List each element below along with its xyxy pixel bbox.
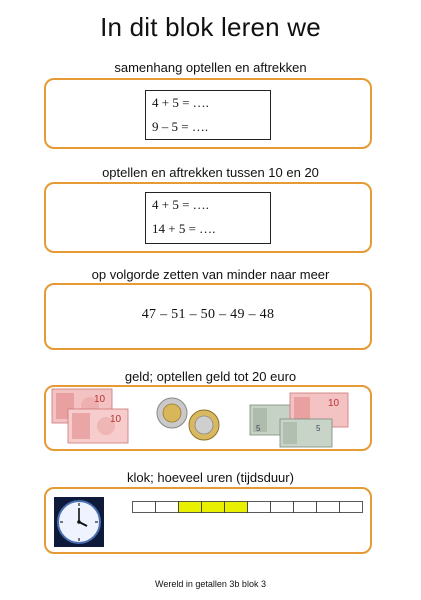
clock-icon	[54, 497, 104, 547]
banknotes-10-euro-icon	[52, 389, 132, 449]
page-footer: Wereld in getallen 3b blok 3	[155, 579, 266, 589]
section-box	[44, 78, 372, 149]
timeline-cell	[133, 502, 156, 513]
timeline-cell	[225, 502, 248, 513]
euro-coins-icon	[154, 397, 224, 443]
section-box	[44, 385, 372, 451]
section-caption: samenhang optellen en aftrekken	[114, 60, 307, 75]
timeline-cell	[248, 502, 271, 513]
timeline-cell	[156, 502, 179, 513]
timeline-cell	[340, 502, 363, 513]
sum-line: 4 + 5 = ….	[152, 197, 209, 212]
timeline-cell	[294, 502, 317, 513]
timeline-cell	[179, 502, 202, 513]
banknote-label: 5	[256, 424, 261, 433]
timeline-cell	[317, 502, 340, 513]
banknote-label: 10	[328, 398, 340, 409]
section-caption: optellen en aftrekken tussen 10 en 20	[102, 165, 319, 180]
banknotes-mixed-icon	[250, 389, 350, 449]
timeline-cell	[271, 502, 294, 513]
sum-line: 4 + 5 = ….	[152, 95, 209, 110]
section-box	[44, 182, 372, 253]
section-box	[44, 283, 372, 350]
sum-line: 14 + 5 = ….	[152, 221, 216, 236]
banknote-label: 10	[110, 414, 122, 425]
sum-line: 9 – 5 = ….	[152, 119, 209, 134]
section-caption: op volgorde zetten van minder naar meer	[91, 267, 330, 282]
page-title: In dit blok leren we	[100, 12, 321, 42]
section-box	[44, 487, 372, 554]
banknote-label: 5	[316, 424, 321, 433]
sum-box	[145, 90, 271, 140]
banknote-label: 10	[94, 394, 106, 405]
section-caption: geld; optellen geld tot 20 euro	[124, 369, 297, 384]
section-caption: klok; hoeveel uren (tijdsduur)	[127, 470, 294, 485]
number-sequence: 47 – 51 – 50 – 49 – 48	[141, 307, 275, 322]
time-duration-bar	[132, 501, 362, 513]
sum-box	[145, 192, 271, 244]
timeline-cell	[202, 502, 225, 513]
